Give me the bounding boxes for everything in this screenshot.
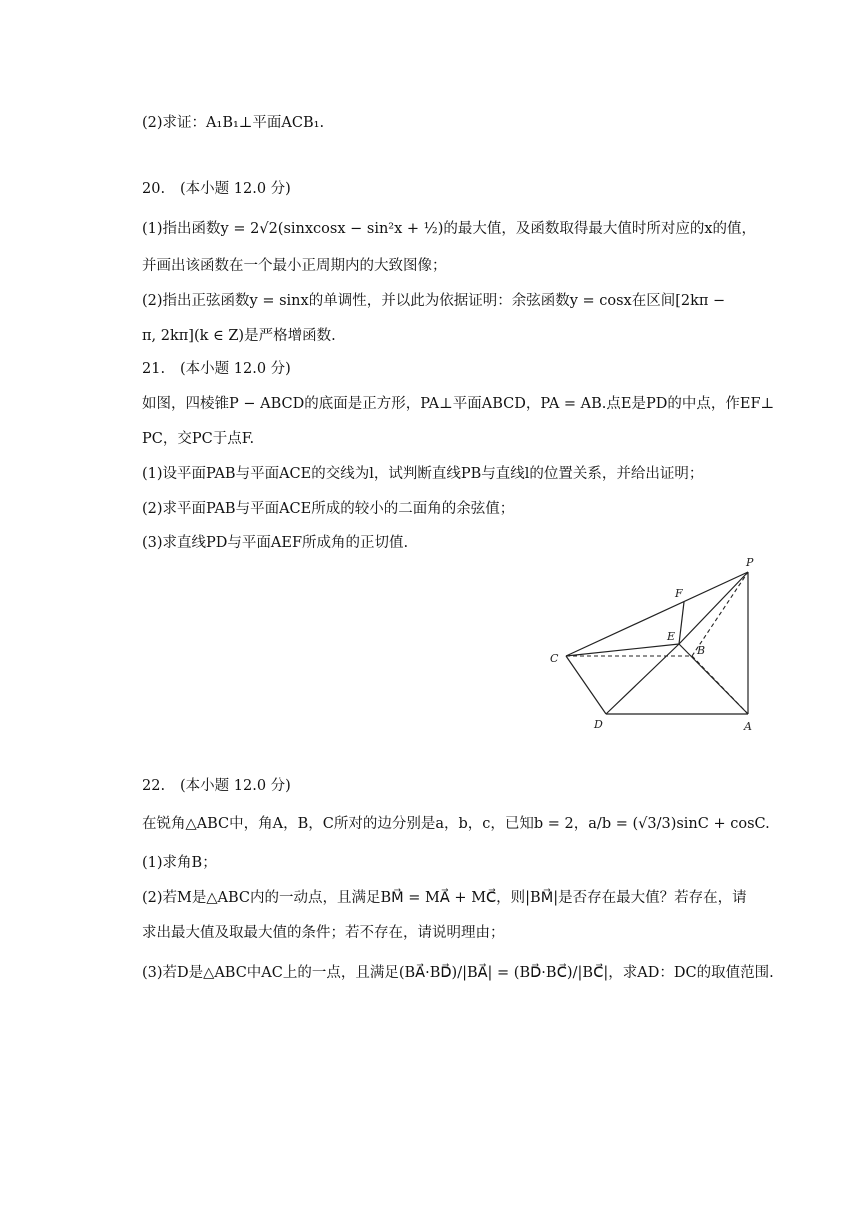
label-D: D	[594, 718, 603, 731]
q22-part1: (1)求角B；	[142, 855, 217, 871]
edge-CE	[566, 644, 679, 656]
q22-score: (本小题 12.0 分)	[180, 778, 291, 794]
pyramid-figure	[540, 552, 760, 742]
q22-part2-line2: 求出最大值及取最大值的条件；若不存在，请说明理由；	[142, 925, 505, 941]
q21-header	[142, 360, 291, 378]
q20-header	[142, 180, 291, 198]
label-E: E	[667, 630, 676, 643]
q22-stem: 在锐角△ABC中，角A，B，C所对的边分别是a，b，c，已知b = 2，a/b = (√3/3)sinC + cosC.	[142, 816, 770, 832]
edge-EP	[679, 572, 748, 644]
q21-stem-line2: PC，交PC于点F.	[142, 431, 255, 447]
q22-header	[142, 777, 291, 795]
edge-EF	[679, 602, 684, 644]
q21-stem-line1: 如图，四棱锥P − ABCD的底面是正方形，PA⊥平面ABCD，PA = AB.点E是PD的中点，作EF⊥	[142, 396, 775, 412]
edge-CD	[566, 656, 606, 714]
label-F: F	[675, 587, 683, 600]
q20-part1-line1: (1)指出函数y = 2√2(sinxcosx − sin²x + ½)的最大值，及函数取得最大值时所对应的x的值，	[142, 221, 757, 237]
q21-score: (本小题 12.0 分)	[180, 361, 291, 377]
q21-number: 21.	[142, 361, 166, 377]
label-A: A	[744, 720, 752, 733]
q21-part2: (2)求平面PAB与平面ACE所成的较小的二面角的余弦值；	[142, 501, 515, 517]
label-B: B	[697, 644, 706, 657]
q20-number: 20.	[142, 181, 166, 197]
label-P: P	[746, 556, 754, 569]
q21-part1: (1)设平面PAB与平面ACE的交线为l，试判断直线PB与直线l的位置关系，并给出证明；	[142, 466, 704, 482]
edge-DE	[606, 644, 679, 714]
label-C: C	[550, 652, 559, 665]
q22-number: 22.	[142, 778, 166, 794]
q22-part3: (3)若D是△ABC中AC上的一点，且满足(BA⃗·BD⃗)/|BA⃗| = (BD⃗·BC⃗)/|BC⃗|，求AD：DC的取值范围.	[142, 965, 774, 981]
edge-CP	[566, 572, 748, 656]
q21-part3: (3)求直线PD与平面AEF所成角的正切值.	[142, 535, 409, 551]
q19-part2: (2)求证：A₁B₁⊥平面ACB₁.	[142, 115, 325, 131]
q22-part2-line1: (2)若M是△ABC内的一动点，且满足BM⃗ = MA⃗ + MC⃗，则|BM⃗|是否存在最大值？若存在，请	[142, 890, 747, 906]
q20-part2-line1: (2)指出正弦函数y = sinx的单调性，并以此为依据证明：余弦函数y = cosx在区间[2kπ −	[142, 293, 726, 309]
q20-part1-line2: 并画出该函数在一个最小正周期内的大致图像；	[142, 258, 447, 274]
q20-part2-line2: π, 2kπ](k ∈ Z)是严格增函数.	[142, 328, 336, 344]
q20-score: (本小题 12.0 分)	[180, 181, 291, 197]
